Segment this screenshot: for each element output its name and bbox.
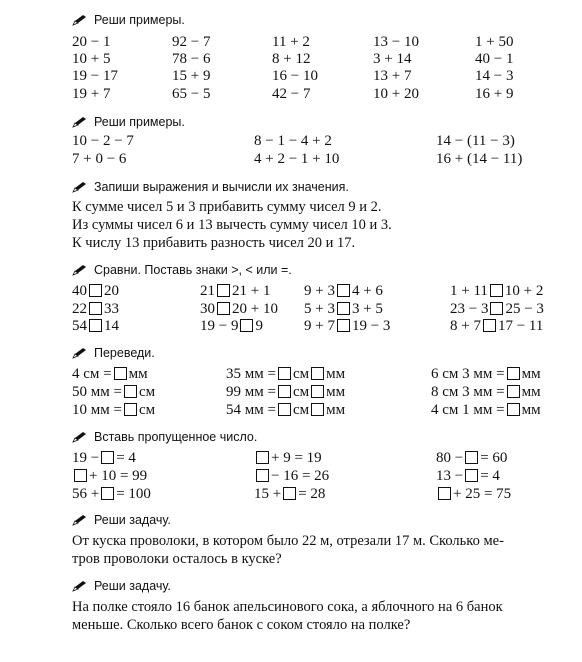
example: 19 − 17 [72,68,118,84]
task-line: На полке стояло 16 банок апельсинового сока, а яблочного на 6 банок [72,599,503,615]
answer-box[interactable] [438,487,451,500]
compare-item: 30 20 + 10 [200,301,278,317]
answer-box[interactable] [101,487,114,500]
example: 7 + 0 − 6 [72,151,127,167]
answer-box[interactable] [337,302,350,315]
answer-box[interactable] [507,367,520,380]
answer-box[interactable] [217,284,230,297]
convert-item: 50 мм = см [72,384,156,400]
answer-box[interactable] [311,367,324,380]
answer-box[interactable] [89,284,102,297]
missing-number-row [72,449,577,468]
answer-box[interactable] [465,451,478,464]
example: 16 + 9 [475,86,514,102]
answer-box[interactable] [89,319,102,332]
missing-item: 56 + = 100 [72,486,151,502]
missing-item: − 16 = 26 [254,467,329,486]
example-row [72,132,572,151]
answer-box[interactable] [89,302,102,315]
missing-item: 15 + = 28 [254,486,326,502]
answer-box[interactable] [311,385,324,398]
convert-item: 8 см 3 мм = мм [431,384,541,400]
example: 8 + 12 [272,51,311,67]
compare-item: 8 + 7 17 − 11 [450,318,544,334]
compare-row [72,317,577,336]
convert-row [72,383,577,402]
missing-item: 19 − = 4 [72,450,136,466]
answer-box[interactable] [256,451,269,464]
example: 19 + 7 [72,86,111,102]
example-row [72,85,572,104]
convert-item: 6 см 3 мм = мм [431,366,541,382]
pencil-icon [72,580,88,592]
answer-box[interactable] [278,403,291,416]
answer-box[interactable] [465,469,478,482]
missing-item: 13 − = 4 [436,468,500,484]
example: 16 + (14 − 11) [436,151,523,167]
convert-item: 54 мм = см мм [226,402,346,418]
example: 3 + 14 [373,51,412,67]
compare-item: 5 + 3 3 + 5 [304,301,383,317]
section-7-header [72,511,171,529]
pencil-icon [72,14,88,26]
answer-box[interactable] [337,284,350,297]
answer-box[interactable] [278,367,291,380]
missing-number-row [72,467,577,486]
example: 11 + 2 [272,34,310,50]
missing-item: 80 − = 60 [436,450,508,466]
missing-number-row [72,485,577,504]
answer-box[interactable] [217,302,230,315]
section-header-text: Переведи. [94,346,155,360]
section-header-text: Реши примеры. [94,115,185,129]
example: 65 − 5 [172,86,211,102]
section-8-header [72,577,171,595]
example: 13 + 7 [373,68,412,84]
answer-box[interactable] [114,367,127,380]
convert-item: 99 мм = см мм [226,384,346,400]
example-row [72,67,572,86]
example: 42 − 7 [272,86,311,102]
compare-item: 21 21 + 1 [200,283,271,299]
example: 10 + 20 [373,86,419,102]
convert-item: 35 мм = см мм [226,366,346,382]
answer-box[interactable] [101,451,114,464]
pencil-icon [72,431,88,443]
answer-box[interactable] [256,469,269,482]
convert-item: 4 см 1 мм = мм [431,402,541,418]
missing-item: + 10 = 99 [72,467,147,486]
answer-box[interactable] [337,319,350,332]
convert-item: 10 мм = см [72,402,156,418]
convert-row [72,365,577,384]
missing-item: + 25 = 75 [436,485,511,504]
compare-item: 9 + 7 19 − 3 [304,318,391,334]
answer-box[interactable] [490,302,503,315]
example: 20 − 1 [72,34,111,50]
section-4-header [72,261,292,279]
example: 16 − 10 [272,68,318,84]
example: 8 − 1 − 4 + 2 [254,133,332,149]
example: 4 + 2 − 1 + 10 [254,151,340,167]
task-line: тров проволоки осталось в куске? [72,551,282,567]
example: 10 − 2 − 7 [72,133,134,149]
compare-item: 40 20 [72,283,119,299]
example: 1 + 50 [475,34,514,50]
task-line: меньше. Сколько всего банок с соком стояло на полке? [72,617,411,633]
section-5-header [72,344,155,362]
answer-box[interactable] [240,319,253,332]
answer-box[interactable] [311,403,324,416]
answer-box[interactable] [278,385,291,398]
convert-row [72,401,577,420]
answer-box[interactable] [124,403,137,416]
example: 14 − (11 − 3) [436,133,515,149]
section-header-text: Запиши выражения и вычисли их значения. [94,180,349,194]
section-header-text: Реши задачу. [94,513,171,527]
answer-box[interactable] [74,469,87,482]
answer-box[interactable] [283,487,296,500]
compare-item: 19 − 9 9 [200,318,263,334]
task-line: От куска проволоки, в котором было 22 м, отрезали 17 м. Сколько ме- [72,533,504,549]
pencil-icon [72,181,88,193]
compare-item: 9 + 3 4 + 6 [304,283,383,299]
compare-row [72,282,577,301]
compare-item: 22 33 [72,301,119,317]
section-2-header [72,113,185,131]
example: 15 + 9 [172,68,211,84]
pencil-icon [72,264,88,276]
section-header-text: Вставь пропущенное число. [94,430,258,444]
example: 13 − 10 [373,34,419,50]
example: 14 − 3 [475,68,514,84]
compare-item: 23 − 3 25 − 3 [450,301,544,317]
section-header-text: Реши задачу. [94,579,171,593]
section-6-header [72,428,257,446]
compare-item: 54 14 [72,318,119,334]
missing-item: + 9 = 19 [254,449,322,468]
section-header-text: Сравни. Поставь знаки >, < или =. [94,263,292,277]
section-1-header [72,11,185,29]
pencil-icon [72,347,88,359]
answer-box[interactable] [490,284,503,297]
example: 92 − 7 [172,34,211,50]
example: 78 − 6 [172,51,211,67]
section-3-header [72,178,349,196]
section-header-text: Реши примеры. [94,13,185,27]
example-row [72,150,572,169]
pencil-icon [72,116,88,128]
compare-item: 1 + 11 10 + 2 [450,283,544,299]
task-line: К сумме чисел 5 и 3 прибавить сумму чисел 9 и 2. [72,199,382,215]
answer-box[interactable] [124,385,137,398]
pencil-icon [72,514,88,526]
answer-box[interactable] [507,403,520,416]
example: 40 − 1 [475,51,514,67]
convert-item: 4 см = мм [72,366,148,382]
task-line: Из суммы чисел 6 и 13 вычесть сумму чисел 10 и 3. [72,217,392,233]
task-line: К числу 13 прибавить разность чисел 20 и 17. [72,235,356,251]
answer-box[interactable] [483,319,496,332]
answer-box[interactable] [507,385,520,398]
example: 10 + 5 [72,51,111,67]
